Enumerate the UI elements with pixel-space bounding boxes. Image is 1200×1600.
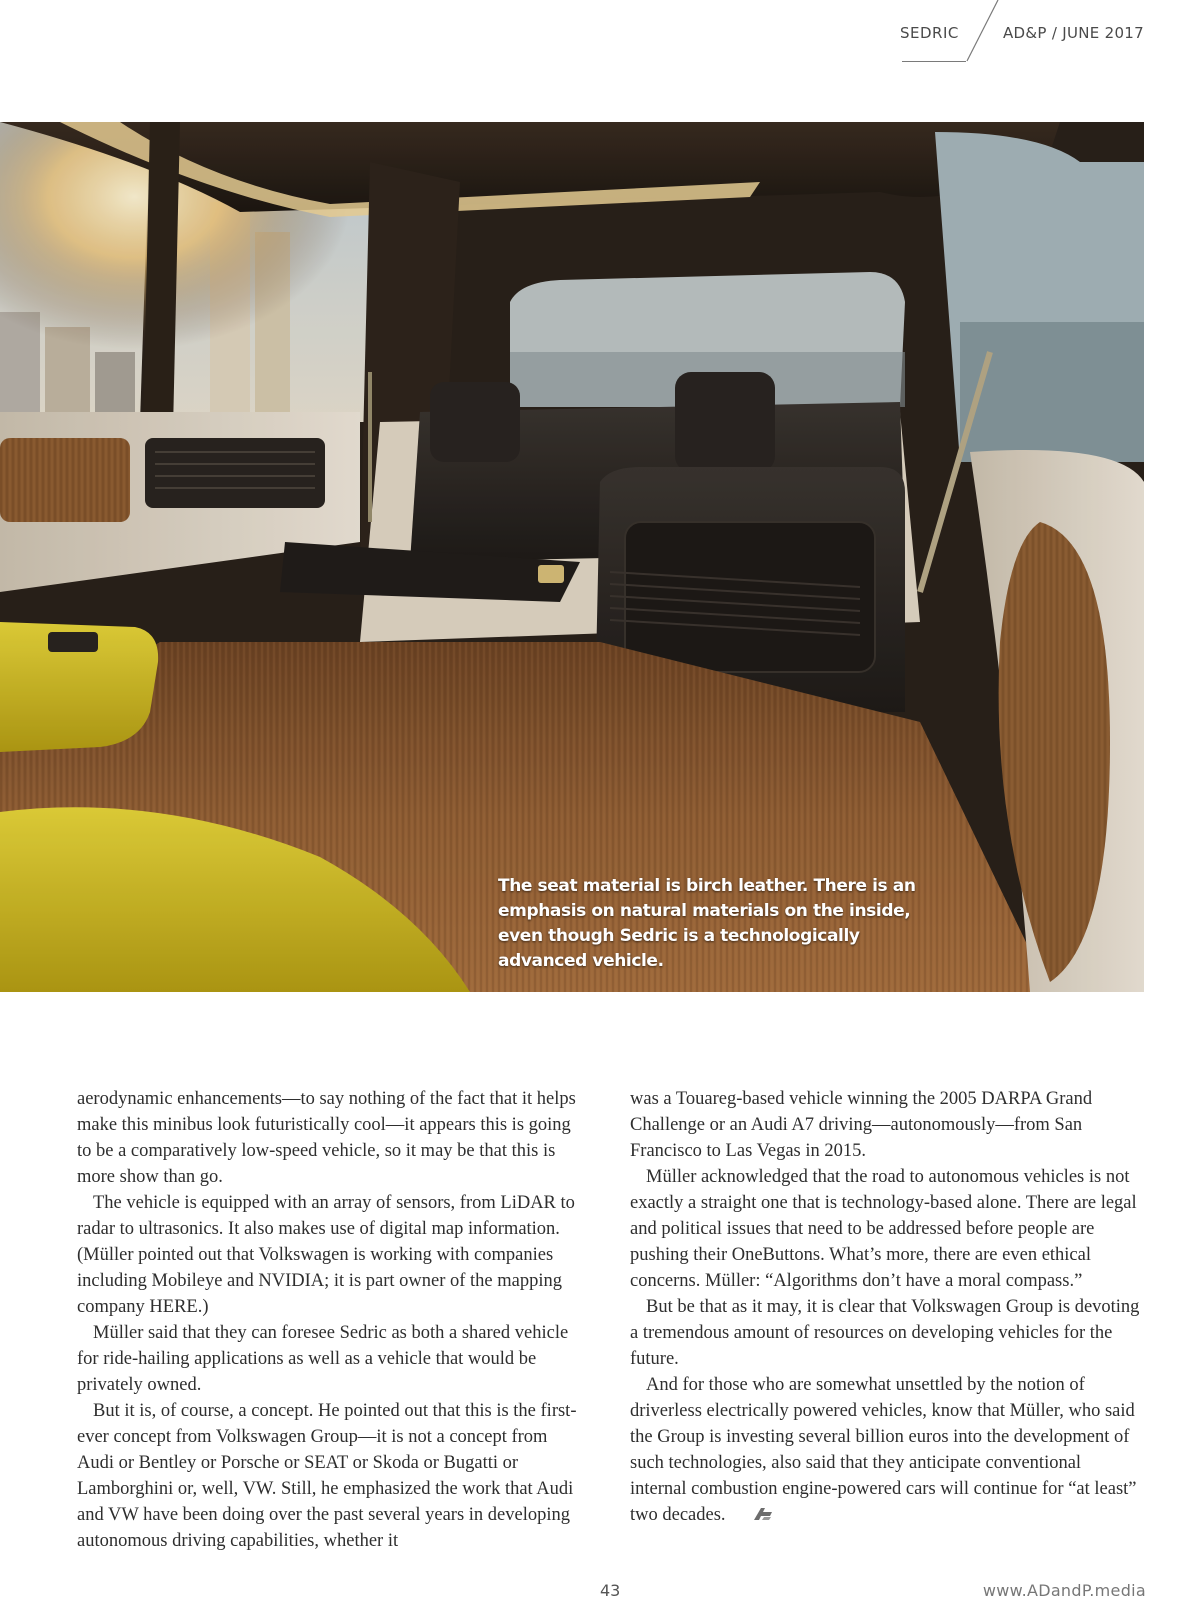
article-column-right — [630, 1086, 1140, 1530]
paragraph: But it is, of course, a concept. He pointed out that this is the first-ever concept from Volkswagen Group—it is not a concept from Audi or Bentley or Porsche or SEAT or Skoda or Bugatti or Lamborghini or, well, VW. Still, he emphasized the work that Audi and VW have been doing over the past several years in developing autonomous driving capabilities, whether it — [77, 1401, 577, 1551]
issue-label: AD&P / JUNE 2017 — [1003, 24, 1144, 42]
paragraph-text: And for those who are somewhat unsettled by the notion of driverless electrically powered vehicles, know that Müller, who said the Group is investing several billion euros into the development of such technologies, also said that they anticipate conventional internal combustion engine-powered cars will continue for “at least” two decades. — [630, 1375, 1137, 1525]
article-column-left — [77, 1086, 587, 1554]
hero-photo — [0, 122, 1144, 992]
paragraph: was a Touareg-based vehicle winning the 2005 DARPA Grand Challenge or an Audi A7 driving—autonomously—from San Francisco to Las Vegas in 2015. — [630, 1089, 1093, 1161]
paragraph: But be that as it may, it is clear that Volkswagen Group is devoting a tremendous amount of resources on developing vehicles for the future. — [630, 1297, 1140, 1369]
page-number: 43 — [600, 1581, 621, 1600]
running-header — [0, 0, 1200, 70]
paragraph: aerodynamic enhancements—to say nothing of the fact that it helps make this minibus look futuristically cool—it appears this is going to be a comparatively low-speed vehicle, so it may be that this is more show than go. — [77, 1089, 576, 1187]
paragraph: The vehicle is equipped with an array of sensors, from LiDAR to radar to ultrasonics. It also makes use of digital map information. (Müller pointed out that Volkswagen is working with companies including Mobileye and NVIDIA; it is part owner of the mapping company HERE.) — [77, 1193, 575, 1317]
paragraph-final — [630, 1372, 1140, 1530]
paragraph: Müller acknowledged that the road to autonomous vehicles is not exactly a straight one that is technology-based alone. There are legal and political issues that need to be addressed before people are pushing their OneButtons. What’s more, there are even ethical concerns. Müller: “Algorithms don’t have a moral compass.” — [630, 1167, 1137, 1291]
paragraph: Müller said that they can foresee Sedric as both a shared vehicle for ride-hailing applications as well as a vehicle that would be privately owned. — [77, 1323, 569, 1395]
vehicle-interior-illustration — [0, 122, 1144, 992]
photo-caption: The seat material is birch leather. There is an emphasis on natural materials on the inside, even though Sedric is a technologically advanced vehicle. — [498, 876, 916, 971]
section-label: SEDRIC — [900, 24, 959, 42]
adp-logo-icon — [736, 1504, 774, 1530]
website-url: www.ADandP.media — [982, 1581, 1146, 1600]
